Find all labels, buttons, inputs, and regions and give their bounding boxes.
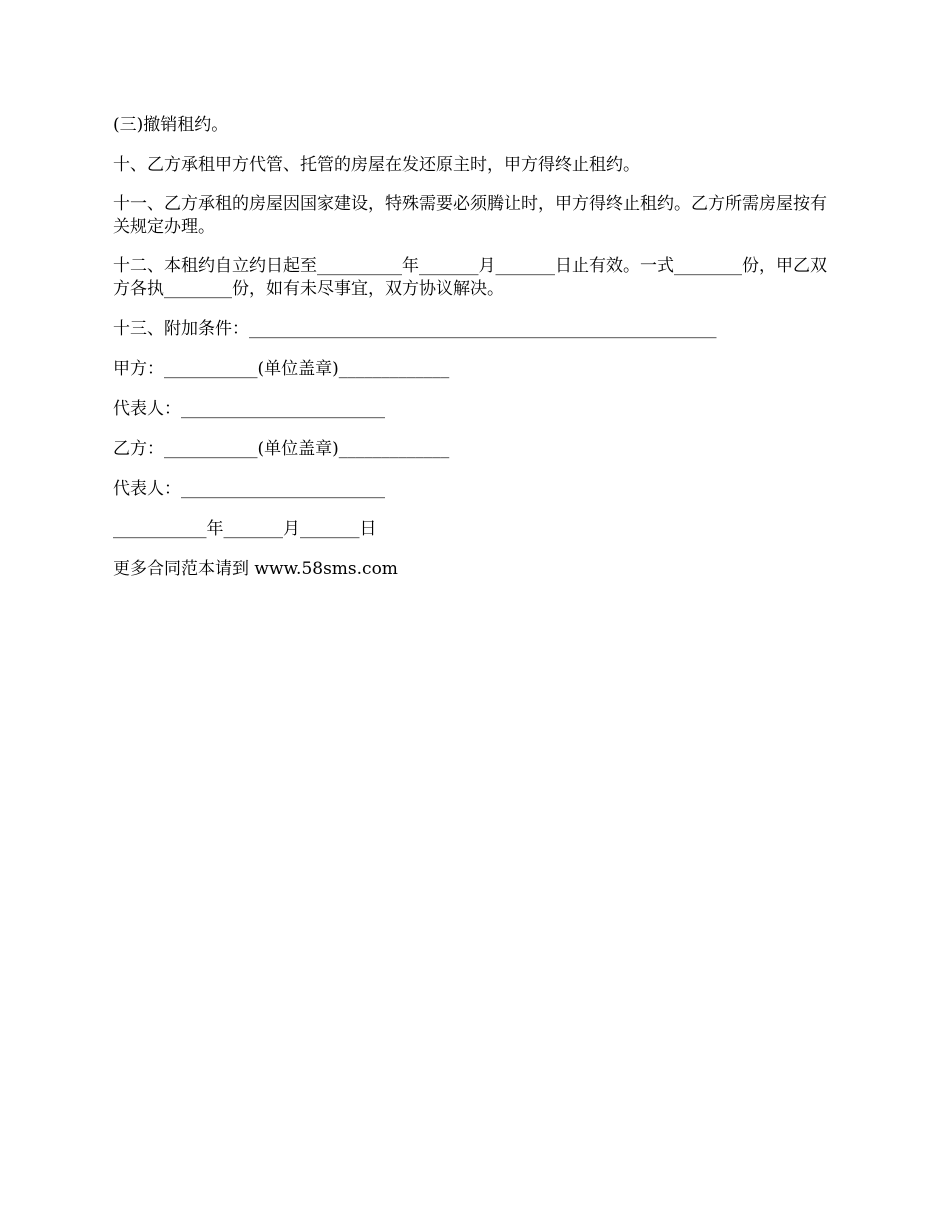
party-b-representative: 代表人：________________________	[113, 479, 385, 499]
clause-11: 十一、乙方承租的房屋因国家建设，特殊需要必须腾让时，甲方得终止租约。乙方所需房屋按有关规定办理。	[113, 194, 827, 237]
clause-10: 十、乙方承租甲方代管、托管的房屋在发还原主时，甲方得终止租约。	[113, 155, 640, 175]
party-b-line: 乙方：___________(单位盖章)_____________	[113, 439, 450, 459]
footer-link-text: 更多合同范本请到 www.58sms.com	[113, 559, 398, 579]
signing-date: ___________年_______月_______日	[113, 519, 377, 539]
party-a-line: 甲方：___________(单位盖章)_____________	[113, 359, 450, 379]
clause-revoke-lease: (三)撤销租约。	[113, 115, 229, 135]
party-a-representative: 代表人：________________________	[113, 399, 385, 419]
clause-12: 十二、本租约自立约日起至__________年_______月_______日止有效。一式________份，甲乙双方各执________份，如有未尽事宜，双方协议解决。	[113, 256, 827, 299]
document-page	[113, 113, 840, 597]
clause-13: 十三、附加条件：_______________________________________________________	[113, 319, 717, 339]
